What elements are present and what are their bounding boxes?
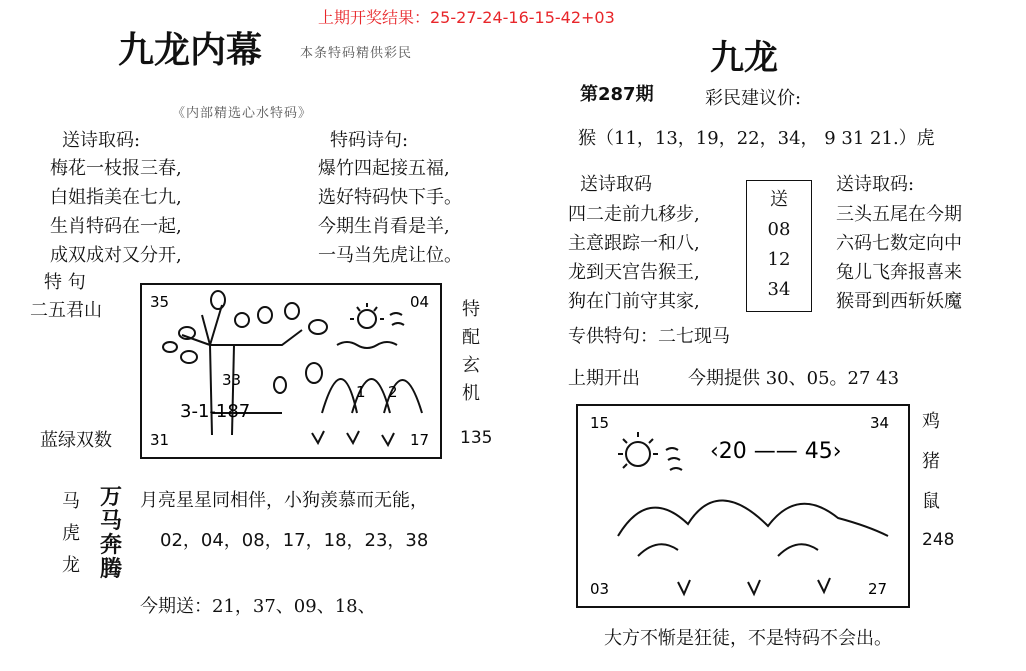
right-side-zodiac	[922, 402, 940, 522]
poem-line: 生肖特码在一起,	[50, 216, 182, 237]
poem-line: 梅花一枝报三春,	[50, 158, 182, 179]
left-side-number: 135	[460, 428, 493, 448]
tree-mountain-sketch	[142, 285, 440, 457]
left-sketch-box	[140, 283, 442, 459]
send-box-number: 34	[767, 279, 791, 300]
sun-mountain-sketch	[578, 406, 908, 606]
poem-line: 主意跟踪一和八,	[568, 233, 700, 254]
sketch-corner-tl: 15	[590, 414, 610, 432]
send-box-label: 送	[770, 189, 788, 210]
left-poem-right	[318, 154, 462, 270]
sketch-corner-tl: 35	[150, 293, 170, 311]
poem-line: 兔儿飞奔报喜来	[836, 262, 962, 283]
poem-line: 白姐指美在七九,	[50, 187, 182, 208]
left-sentence: 月亮星星同相伴，小狗羡慕而无能，	[140, 490, 428, 511]
poem-line: 成双成对又分开,	[50, 245, 182, 266]
slogan-char: 马	[100, 509, 123, 534]
sketch-corner-br: 17	[410, 431, 430, 449]
right-poem-left	[568, 200, 700, 316]
right-poem-left-header: 送诗取码	[580, 174, 652, 195]
right-special-line: 专供特句：二七现马	[568, 326, 730, 347]
sketch-hill-digit-b: 2	[388, 383, 398, 401]
left-send-line: 今期送：21，37、09、18、	[140, 596, 376, 617]
last-draw-label: 上期开出	[568, 368, 640, 389]
left-title-note: 本条特码精供彩民	[300, 46, 413, 61]
poem-line: 四二走前九移步,	[568, 204, 700, 225]
monkey-tiger-line: 猴（11，13，19，22，34， 9 31 21.）虎	[578, 128, 935, 149]
poem-line: 狗在门前守其家,	[568, 291, 700, 312]
left-poem-left-header: 送诗取码:	[62, 130, 141, 151]
send-box	[746, 180, 812, 312]
sketch-trunk-digit: 33	[222, 371, 242, 389]
sketch-arrow-text: ‹20 —— 45›	[710, 439, 842, 464]
sketch-corner-bl: 31	[150, 431, 170, 449]
slogan-char: 万	[100, 485, 123, 510]
zodiac-char: 马	[62, 491, 80, 512]
poem-line: 龙到天宫告猴王,	[568, 262, 700, 283]
right-poem-right-header: 送诗取码:	[836, 174, 915, 195]
last-draw-banner: 上期开奖结果：25-27-24-16-15-42+03	[318, 8, 615, 27]
right-poem-right	[836, 200, 962, 316]
slogan-column	[100, 486, 122, 582]
slogan-char: 奔	[100, 533, 123, 558]
zodiac-column	[62, 486, 80, 582]
side-char: 配	[462, 327, 480, 348]
send-box-number: 08	[767, 219, 791, 240]
zodiac-char: 龙	[62, 555, 80, 576]
side-char: 机	[462, 383, 480, 404]
left-poem-right-header: 特码诗句:	[330, 130, 409, 151]
sketch-corner-tr: 34	[870, 414, 890, 432]
side-char: 玄	[462, 355, 480, 376]
poem-line: 爆竹四起接五福,	[318, 158, 450, 179]
send-box-number: 12	[767, 249, 791, 270]
zodiac-char: 鸡	[922, 411, 940, 432]
poem-line: 三头五尾在今期	[836, 204, 962, 225]
color-hint: 蓝绿双数	[40, 430, 112, 451]
poem-line: 猴哥到西斩妖魔	[836, 291, 962, 312]
advice-label: 彩民建议价:	[705, 88, 802, 109]
left-side-hint	[462, 296, 480, 408]
right-title: 九龙	[710, 38, 778, 78]
sketch-corner-tr: 04	[410, 293, 430, 311]
sketch-hill-digit-a: 1	[356, 383, 366, 401]
poem-line: 一马当先虎让位。	[318, 245, 462, 266]
poem-line: 六码七数定向中	[836, 233, 962, 254]
special-phrase-value: 二五君山	[30, 300, 102, 321]
sketch-corner-bl: 03	[590, 580, 610, 598]
left-subtitle: 《内部精选心水特码》	[172, 106, 313, 121]
issue-number: 第287期	[580, 84, 654, 105]
right-sketch-box	[576, 404, 910, 608]
right-side-number: 248	[922, 530, 955, 550]
provide-line: 今期提供 30、05。27 43	[688, 368, 900, 389]
zodiac-char: 虎	[62, 523, 80, 544]
poem-line: 选好特码快下手。	[318, 187, 462, 208]
zodiac-char: 鼠	[922, 491, 940, 512]
left-poem-left	[50, 154, 182, 270]
right-footer: 大方不惭是狂徒，不是特码不会出。	[604, 628, 892, 649]
sketch-corner-br: 27	[868, 580, 888, 598]
left-numbers: 02，04，08，17，18，23，38	[160, 530, 429, 551]
left-title: 九龙内幕	[118, 29, 263, 71]
sketch-digits-mid: 3-1-187	[180, 401, 251, 422]
side-char: 特	[462, 299, 480, 320]
zodiac-char: 猪	[922, 451, 940, 472]
slogan-char: 腾	[100, 557, 123, 582]
poem-line: 今期生肖看是羊,	[318, 216, 450, 237]
special-phrase-label: 特 句	[44, 272, 86, 293]
